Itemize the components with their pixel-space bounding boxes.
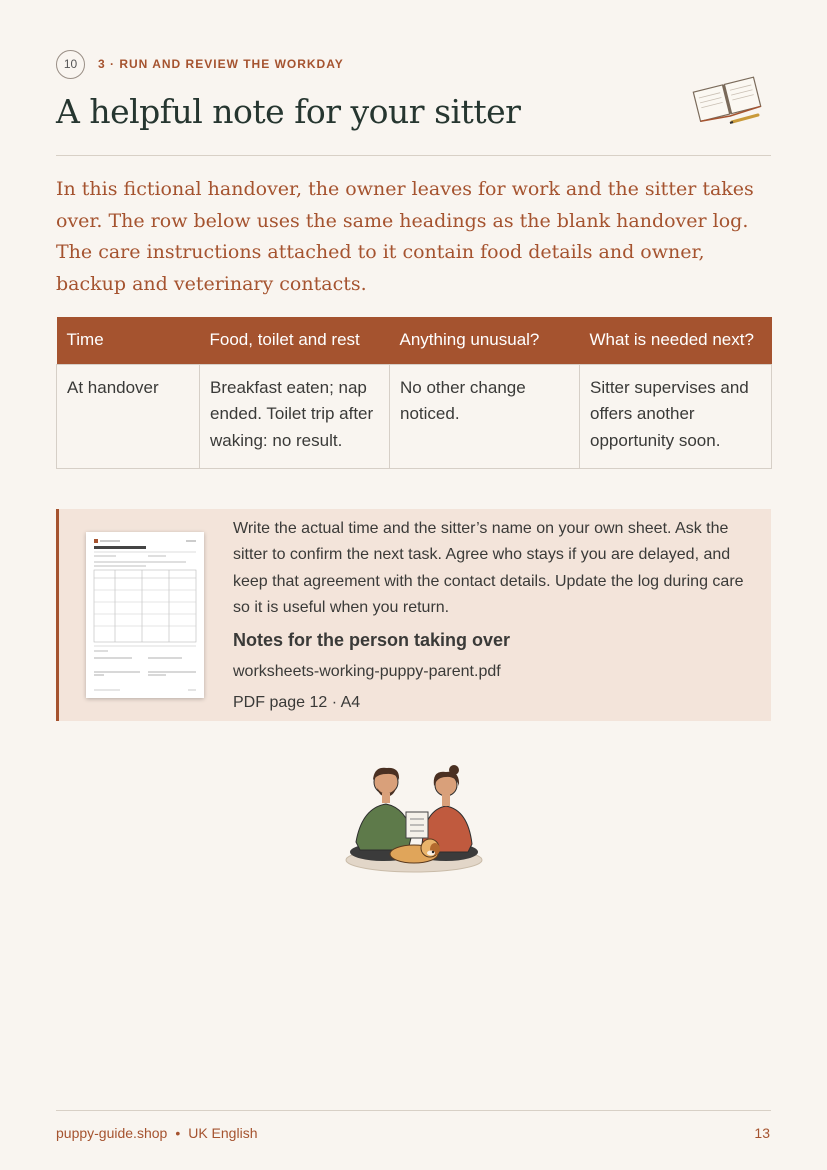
page-title: A helpful note for your sitter <box>56 92 521 131</box>
column-header-food: Food, toilet and rest <box>200 317 390 364</box>
column-header-time: Time <box>57 317 200 364</box>
worksheet-meta: PDF page 12 · A4 <box>233 694 361 712</box>
worksheet-title: Notes for the person taking over <box>233 630 511 651</box>
footer-left <box>56 1125 257 1141</box>
table-row <box>57 364 772 469</box>
footer-language: UK English <box>188 1125 258 1141</box>
document-page <box>56 0 771 1170</box>
column-header-unusual: Anything unusual? <box>390 317 580 364</box>
section-header <box>56 48 344 80</box>
handover-log-table <box>56 317 772 469</box>
cell-next: Sitter supervises and offers another opportunity soon. <box>580 364 772 469</box>
couple-with-puppy-illustration <box>342 764 487 876</box>
footer-divider <box>56 1110 771 1111</box>
intro-paragraph: In this fictional handover, the owner leaves for work and the sitter takes over. The row below uses the same headings as the blank handover log. The care instructions attached to it contain food details and owner, backup and veterinary contacts. <box>56 178 754 295</box>
cell-food: Breakfast eaten; nap ended. Toilet trip after waking: no result. <box>200 364 390 469</box>
title-divider <box>56 155 771 156</box>
cell-unusual: No other change noticed. <box>390 364 580 469</box>
footer-page-number: 13 <box>754 1125 770 1141</box>
table-header-row <box>57 317 772 364</box>
footer-site[interactable]: puppy-guide.shop <box>56 1125 168 1141</box>
footer-separator: • <box>175 1125 181 1141</box>
callout-body <box>233 516 763 718</box>
callout-instructions: Write the actual time and the sitter’s name on your own sheet. Ask the sitter to confirm the next task. Agree who stays if you are delayed, and keep that agreement with the contact details. Update the log during care so it is useful when you return. <box>233 520 744 616</box>
column-header-next: What is needed next? <box>580 317 772 364</box>
page-badge: 10 <box>56 50 85 79</box>
notebook-icon <box>690 72 766 126</box>
worksheet-thumbnail[interactable] <box>86 532 204 698</box>
worksheet-callout <box>56 509 771 721</box>
worksheet-filename[interactable]: worksheets-working-puppy-parent.pdf <box>233 663 501 681</box>
cell-time: At handover <box>57 364 200 469</box>
section-label: 3 · RUN AND REVIEW THE WORKDAY <box>98 57 344 71</box>
